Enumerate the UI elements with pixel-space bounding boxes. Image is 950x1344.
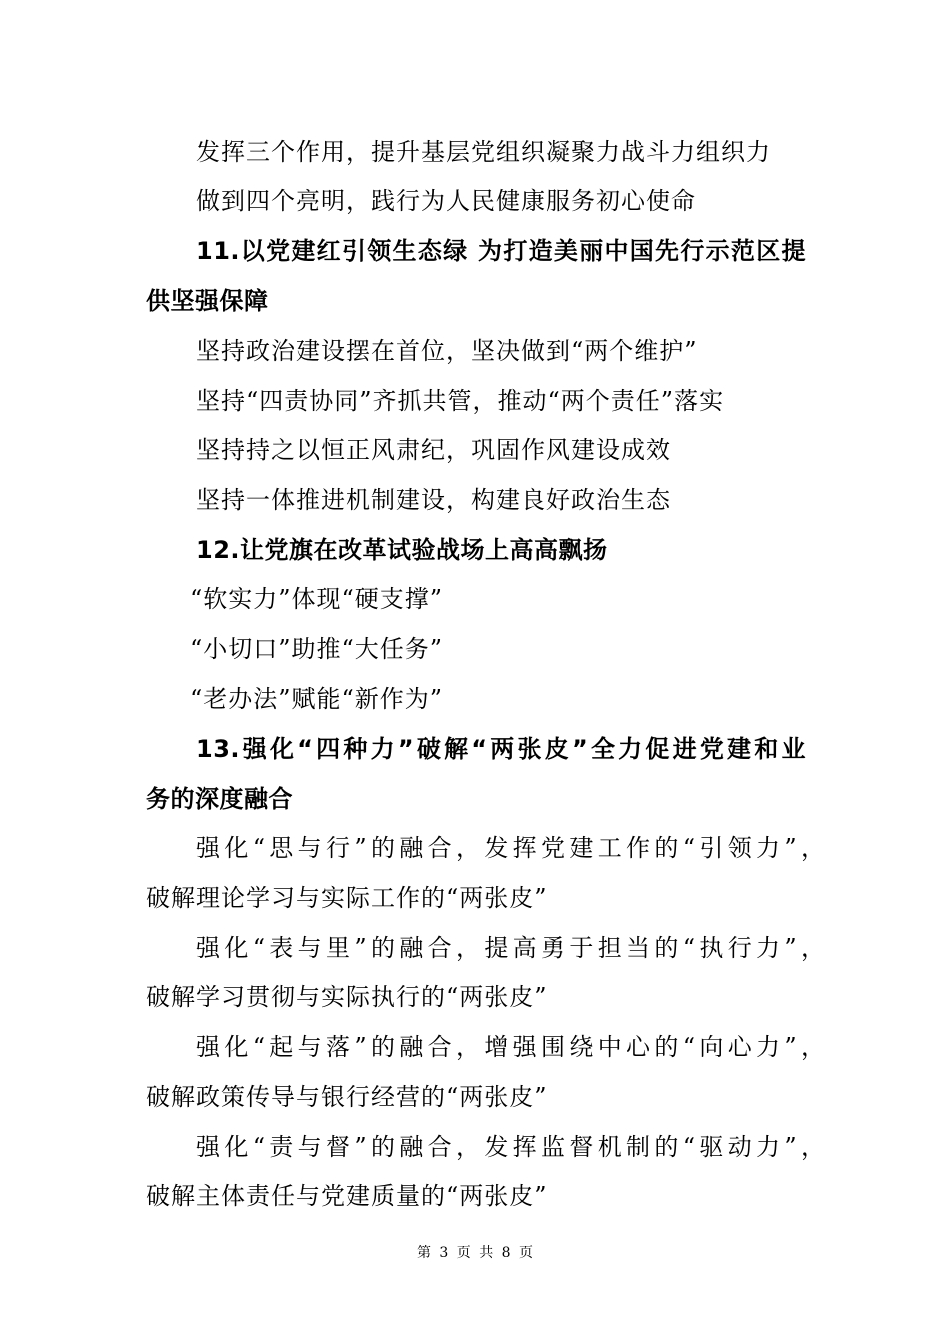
body-line: 坚持“四责协同”齐抓共管，推动“两个责任”落实 — [196, 387, 725, 415]
page-number-footer: 第 3 页 共 8 页 — [416, 1245, 534, 1261]
section-heading: 13.强化“四种力”破解“两张皮”全力促进党建和业 — [196, 735, 806, 763]
body-line: “软实力”体现“硬支撑” — [190, 585, 444, 613]
body-line: 发挥三个作用，提升基层党组织凝聚力战斗力组织力 — [196, 138, 771, 166]
section-heading-continued: 供坚强保障 — [146, 287, 269, 315]
body-line: 坚持一体推进机制建设，构建良好政治生态 — [196, 486, 671, 514]
section-heading-continued: 务的深度融合 — [146, 785, 293, 813]
body-line: 强化“责与督”的融合，发挥监督机制的“驱动力”， — [196, 1133, 826, 1161]
body-line: 坚持政治建设摆在首位，坚决做到“两个维护” — [196, 337, 698, 365]
body-line: 破解理论学习与实际工作的“两张皮” — [146, 884, 548, 912]
body-line: 强化“起与落”的融合，增强围绕中心的“向心力”， — [196, 1033, 826, 1061]
body-line: 坚持持之以恒正风肃纪，巩固作风建设成效 — [196, 436, 671, 464]
body-line: 破解主体责任与党建质量的“两张皮” — [146, 1182, 548, 1210]
body-line: 做到四个亮明，践行为人民健康服务初心使命 — [196, 187, 696, 215]
section-heading: 12.让党旗在改革试验战场上高高飘扬 — [196, 536, 608, 564]
body-line: 破解政策传导与银行经营的“两张皮” — [146, 1083, 548, 1111]
body-line: 强化“表与里”的融合，提高勇于担当的“执行力”， — [196, 934, 826, 962]
body-line: 强化“思与行”的融合，发挥党建工作的“引领力”， — [196, 834, 826, 862]
body-line: “老办法”赋能“新作为” — [190, 685, 444, 713]
body-line: 破解学习贯彻与实际执行的“两张皮” — [146, 983, 548, 1011]
body-line: “小切口”助推“大任务” — [190, 635, 444, 663]
section-heading: 11.以党建红引领生态绿 为打造美丽中国先行示范区提 — [196, 237, 806, 265]
